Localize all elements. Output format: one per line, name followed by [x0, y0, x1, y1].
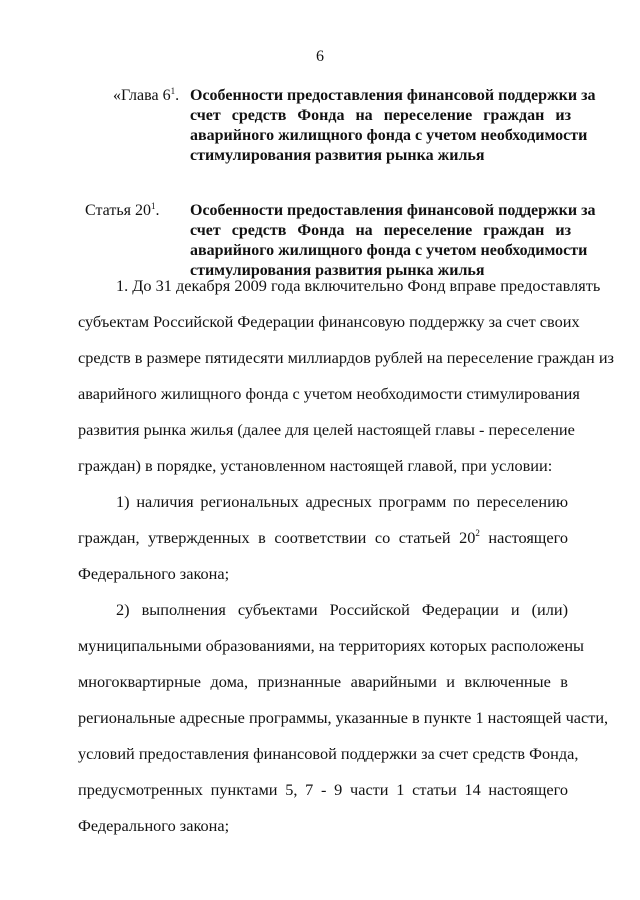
- paragraph-line: 1) наличия региональных адресных программ по переселению: [116, 492, 568, 511]
- paragraph-line: Федерального закона;: [78, 564, 230, 583]
- paragraph-line: средств в размере пятидесяти миллиардов рублей на переселение граждан из: [78, 348, 614, 367]
- article-title-line: Особенности предоставления финансовой поддержки за: [190, 202, 596, 219]
- article-title-line: счет средств Фонда на переселение граждан из: [190, 222, 571, 239]
- paragraph-line: субъектам Российской Федерации финансовую поддержку за счет своих: [78, 312, 580, 331]
- paragraph-line: условий предоставления финансовой поддержки за счет средств Фонда,: [78, 744, 579, 763]
- chapter-title-line: стимулирования развития рынка жилья: [190, 147, 485, 164]
- article-heading: [85, 201, 596, 281]
- chapter-title: [190, 86, 596, 166]
- paragraph-line: муниципальными образованиями, на территориях которых расположены: [78, 636, 584, 655]
- page-number: 6: [316, 48, 324, 65]
- paragraph-line: граждан) в порядке, установленном настоящей главой, при условии:: [78, 456, 553, 475]
- paragraph-line: аварийного жилищного фонда с учетом необходимости стимулирования: [78, 384, 580, 403]
- chapter-title-line: Особенности предоставления финансовой поддержки за: [190, 87, 596, 104]
- paragraph-line: 2) выполнения субъектами Российской Федерации и (или): [116, 600, 568, 619]
- chapter-title-line: аварийного жилищного фонда с учетом необходимости: [190, 127, 588, 144]
- paragraph-line: граждан, утвержденных в соответствии со статьей $20^2$ настоящего: [78, 528, 568, 547]
- article-title-line: стимулирования развития рынка жилья: [190, 262, 485, 279]
- paragraph-line: Федерального закона;: [78, 816, 230, 835]
- paragraph-line: 1. До 31 декабря 2009 года включительно Фонд вправе предоставлять: [116, 276, 601, 295]
- article-title-line: аварийного жилищного фонда с учетом необходимости: [190, 242, 588, 259]
- article-title: [190, 201, 596, 281]
- body-text: [78, 276, 614, 852]
- chapter-heading: [113, 86, 596, 166]
- article-label: Статья $20^1$.: [85, 201, 160, 219]
- chapter-label: «Глава $6^1$.: [113, 86, 180, 104]
- paragraph-line: многоквартирные дома, признанные аварийными и включенные в: [78, 672, 568, 691]
- paragraph-line: региональные адресные программы, указанные в пункте 1 настоящей части,: [78, 708, 609, 727]
- paragraph-line: развития рынка жилья (далее для целей настоящей главы - переселение: [78, 420, 575, 439]
- paragraph-line: предусмотренных пунктами 5, 7 - 9 части 1 статьи 14 настоящего: [78, 780, 568, 799]
- chapter-title-line: счет средств Фонда на переселение граждан из: [190, 107, 571, 124]
